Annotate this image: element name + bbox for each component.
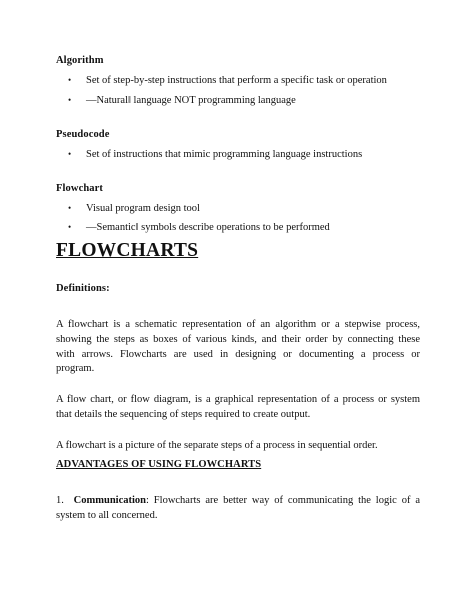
paragraph-line: program.: [56, 363, 95, 375]
paragraph-line: A flowchart is a schematic representation of an algorithm or a stepwise process,: [56, 319, 420, 330]
paragraph-line: showing the steps as boxes of various kinds, and their order by connecting these: [56, 333, 420, 345]
algorithm-item-text: ―Natural‖ language NOT programming language: [86, 95, 296, 106]
paragraph-line: A flowchart is a picture of the separate steps of a process in sequential order.: [56, 440, 378, 451]
algorithm-item-text: Set of step-by-step instructions that perform a specific task or operation: [86, 75, 387, 86]
advantages-heading: ADVANTAGES OF USING FLOWCHARTS: [56, 459, 262, 470]
paragraph-line: with arrows. Flowcharts are used in designing or documenting a process or: [56, 348, 420, 360]
page-title: FLOWCHARTS: [56, 240, 199, 261]
bullet-icon: •: [68, 75, 72, 85]
definitions-heading: Definitions:: [56, 283, 110, 294]
definition-paragraph-3: [56, 439, 420, 454]
definition-paragraph-2: [56, 393, 420, 423]
advantage-label: Communication: [73, 495, 146, 506]
paragraph-line: [56, 494, 420, 509]
advantage-number: 1.: [56, 495, 64, 506]
flowchart-item-text: Visual program design tool: [86, 203, 200, 214]
advantage-item-1: [56, 494, 420, 524]
definition-paragraph-1: [56, 318, 420, 377]
paragraph-line: system to all concerned.: [56, 509, 158, 521]
bullet-icon: •: [68, 203, 72, 213]
paragraph-line: A flow chart, or flow diagram, is a graphical representation of a process or system: [56, 394, 420, 405]
advantage-text: : Flowcharts are better way of communicating the logic of a: [146, 495, 420, 506]
bullet-icon: •: [68, 149, 72, 159]
algorithm-heading: Algorithm: [56, 55, 104, 66]
paragraph-line: that details the sequencing of steps required to create output.: [56, 408, 311, 420]
bullet-icon: •: [68, 222, 72, 232]
flowchart-item-text: ―Semantic‖ symbols describe operations to be performed: [86, 222, 330, 233]
pseudocode-heading: Pseudocode: [56, 129, 110, 140]
bullet-icon: •: [68, 95, 72, 105]
pseudocode-item-text: Set of instructions that mimic programming language instructions: [86, 149, 363, 160]
flowchart-heading: Flowchart: [56, 183, 103, 194]
